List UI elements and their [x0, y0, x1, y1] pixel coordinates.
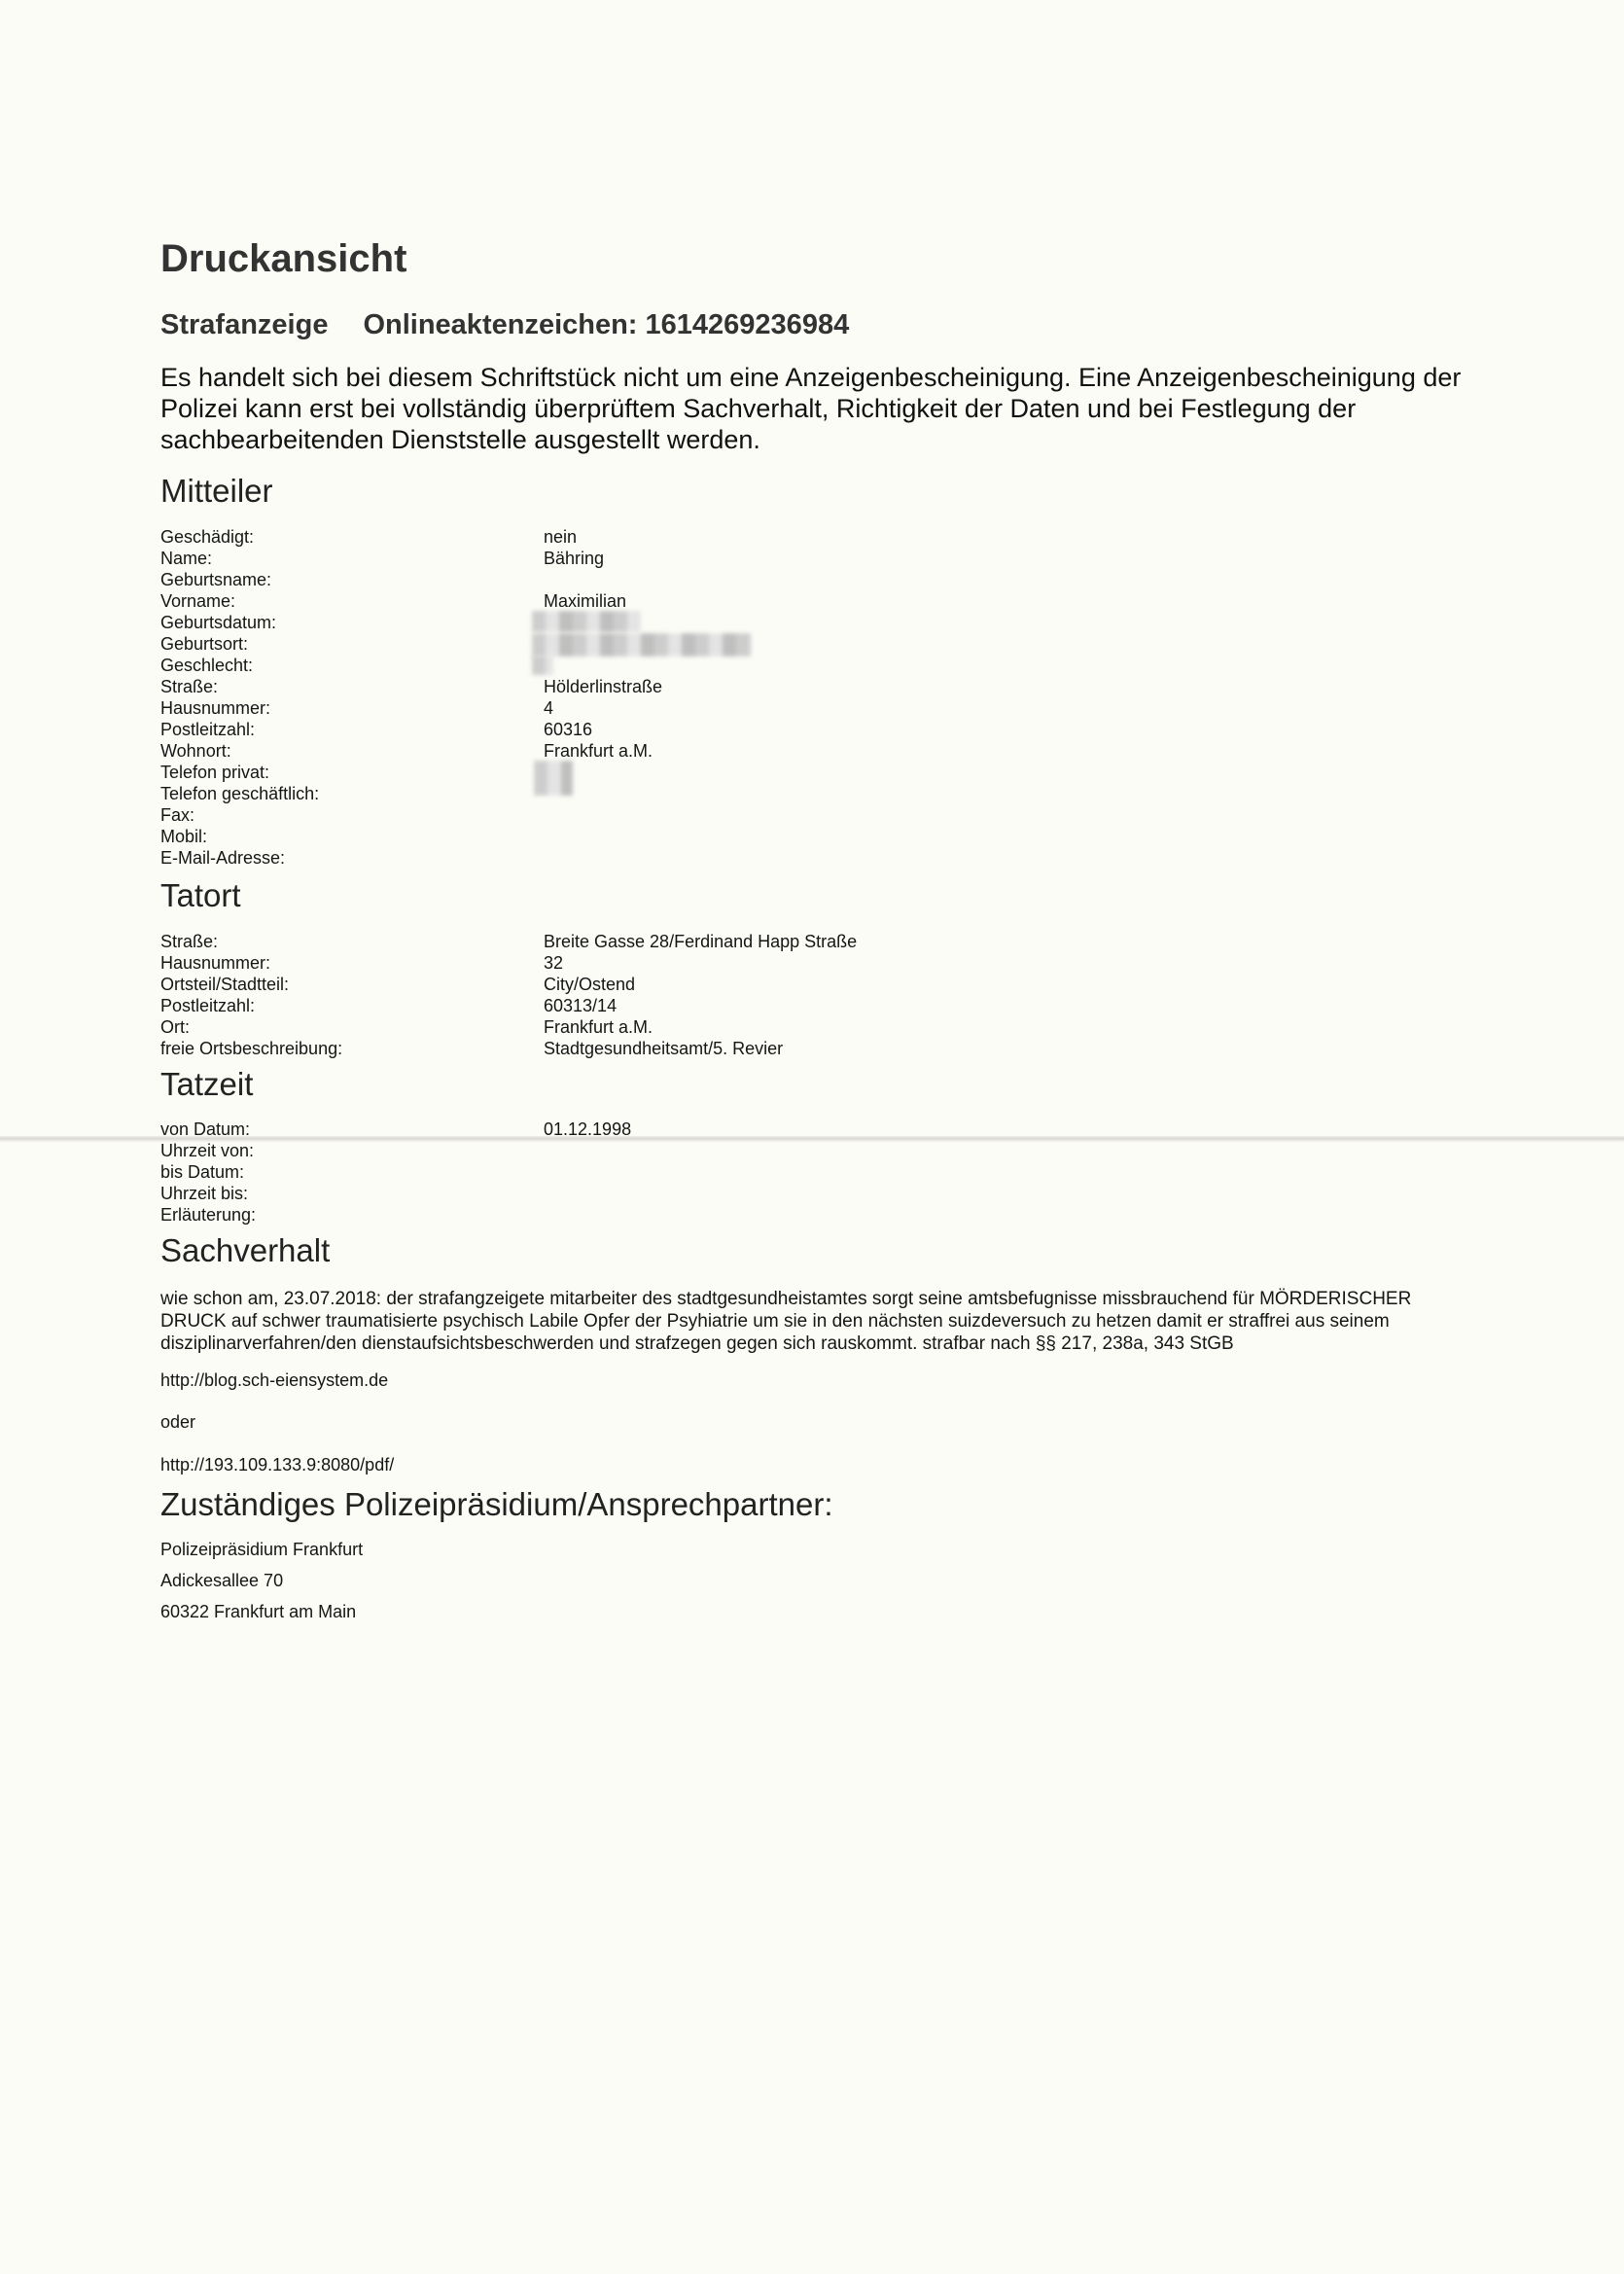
field-label: Uhrzeit von:	[160, 1141, 255, 1160]
field-label: bis Datum:	[160, 1162, 245, 1182]
field-label: Erläuterung:	[160, 1205, 257, 1225]
reference-number: 1614269236984	[645, 309, 850, 340]
sachverhalt-text: wie schon am, 23.07.2018: der strafangzeigete mitarbeiter des stadtgesundheistamtes sorgt seine amtsbefugnisse missbrauchend für MÖRDERISCHER DRUCK auf schwer traumatisierte psychisch Labile Opfer der Psyhiatrie um sie in den nächsten suizdeversuch zu hetzen damit er straffrei aus seinem disziplinarverfahren/den dienstaufsichtsbeschwerden und strafzegen gegen sich rauskommt. strafbar nach §§ 217, 238a, 343 StGB	[160, 1289, 1412, 1354]
section-heading-tatzeit: Tatzeit	[160, 1066, 254, 1102]
field-label: Uhrzeit bis:	[160, 1184, 249, 1203]
field-label: freie Ortsbeschreibung:	[160, 1039, 343, 1058]
page-title: Druckansicht	[160, 237, 407, 280]
field-value: 01.12.1998	[544, 1119, 632, 1139]
field-label: Postleitzahl:	[160, 996, 256, 1015]
redacted-gender	[532, 656, 553, 675]
field-label: Wohnort:	[160, 741, 231, 761]
field-label: Hausnummer:	[160, 953, 271, 973]
field-label: Telefon geschäftlich:	[160, 784, 320, 803]
field-value: Hölderlinstraße	[544, 677, 663, 696]
field-label: Ortsteil/Stadtteil:	[160, 975, 290, 994]
section-heading-sachverhalt: Sachverhalt	[160, 1232, 331, 1268]
field-label: von Datum:	[160, 1119, 251, 1139]
redacted-phone	[534, 761, 573, 796]
field-label: Name:	[160, 549, 213, 568]
field-label: Geschädigt:	[160, 527, 255, 547]
authority-city: 60322 Frankfurt am Main	[160, 1602, 357, 1621]
field-label: Straße:	[160, 677, 219, 696]
field-label: E-Mail-Adresse:	[160, 848, 286, 868]
link-pdf: http://193.109.133.9:8080/pdf/	[160, 1455, 395, 1475]
field-label: Vorname:	[160, 591, 236, 611]
field-value: City/Ostend	[544, 975, 636, 994]
field-label: Postleitzahl:	[160, 720, 256, 739]
redacted-birthplace	[532, 633, 752, 657]
field-value: 4	[544, 698, 554, 718]
field-label: Telefon privat:	[160, 763, 270, 782]
redacted-birthdate	[532, 611, 641, 632]
field-label: Mobil:	[160, 827, 208, 846]
field-label: Geschlecht:	[160, 656, 254, 675]
notice-text: Es handelt sich bei diesem Schriftstück nicht um eine Anzeigenbescheinigung. Eine Anzeigenbescheinigung der Polizei kann erst bei vollständig überprüftem Sachverhalt, Richtigkeit der Daten und bei Festlegung der sachbearbeitenden Dienststelle ausgestellt werden.	[160, 363, 1462, 454]
document-subtitle	[160, 309, 849, 341]
link-blog: http://blog.sch-eiensystem.de	[160, 1370, 389, 1390]
field-label: Fax:	[160, 805, 195, 825]
authority-name: Polizeipräsidium Frankfurt	[160, 1540, 364, 1559]
document-type: Strafanzeige	[160, 309, 329, 340]
section-heading-tatort: Tatort	[160, 877, 241, 913]
field-value: 60313/14	[544, 996, 618, 1015]
field-value: Breite Gasse 28/Ferdinand Happ Straße	[544, 932, 858, 951]
field-value: Maximilian	[544, 591, 627, 611]
field-value: Stadtgesundheitsamt/5. Revier	[544, 1039, 784, 1058]
field-label: Geburtsdatum:	[160, 613, 277, 632]
field-label: Hausnummer:	[160, 698, 271, 718]
field-value: 32	[544, 953, 564, 973]
field-label: Geburtsort:	[160, 634, 249, 654]
section-heading-mitteiler: Mitteiler	[160, 473, 273, 509]
field-value: 60316	[544, 720, 593, 739]
field-label: Geburtsname:	[160, 570, 272, 589]
field-value: Frankfurt a.M.	[544, 741, 653, 761]
field-value: Bähring	[544, 549, 605, 568]
authority-street: Adickesallee 70	[160, 1571, 284, 1590]
field-value: nein	[544, 527, 578, 547]
section-heading-zustaendig: Zuständiges Polizeipräsidium/Ansprechpartner:	[160, 1486, 833, 1522]
reference-label: Onlineaktenzeichen:	[363, 309, 638, 340]
field-value: Frankfurt a.M.	[544, 1017, 653, 1037]
oder-text: oder	[160, 1412, 196, 1432]
field-label: Straße:	[160, 932, 219, 951]
field-label: Ort:	[160, 1017, 190, 1037]
